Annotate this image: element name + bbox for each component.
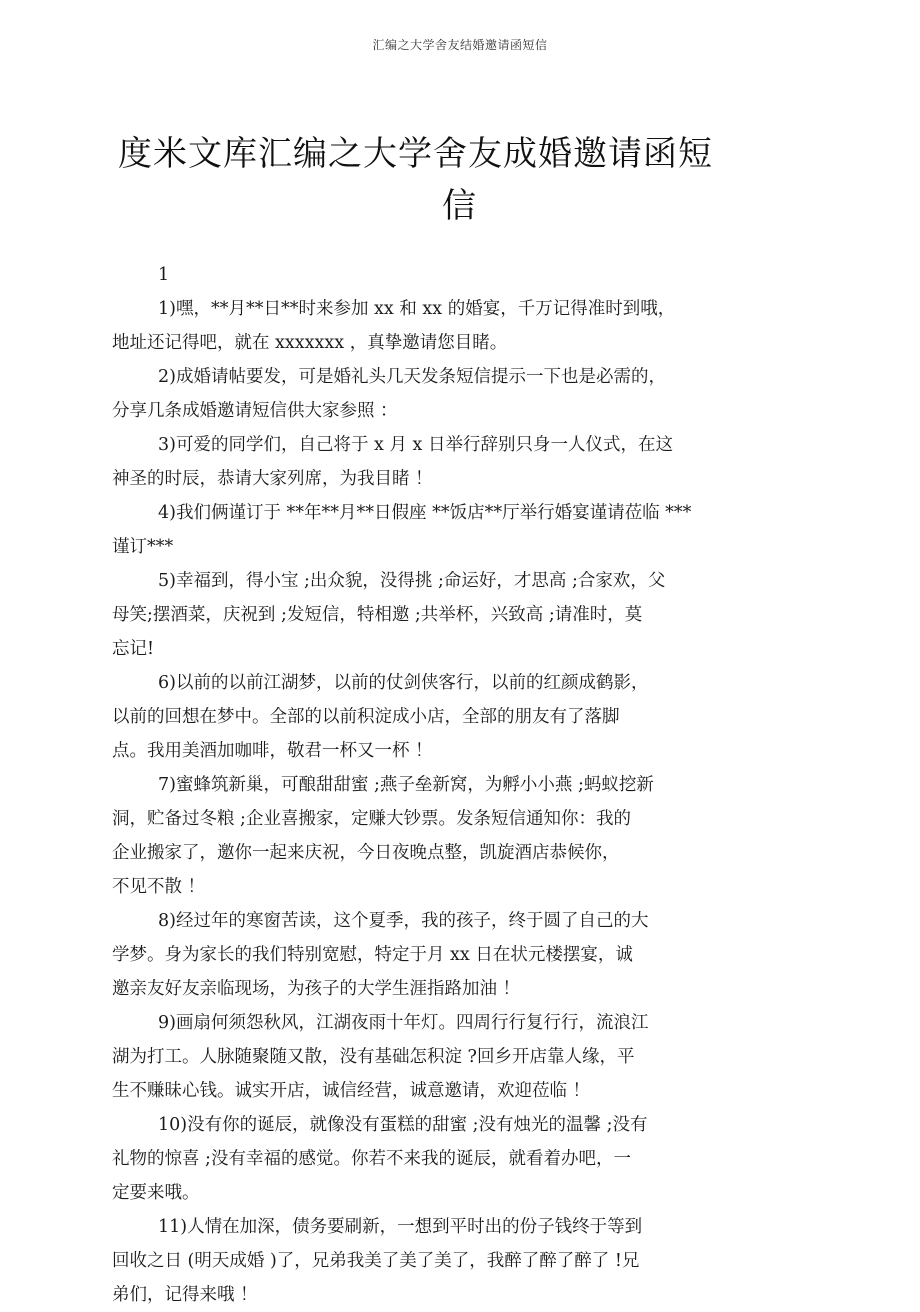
paragraph-11 [112,1210,822,1312]
paragraph-line: 以前的回想在梦中。全部的以前积淀成小店，全部的朋友有了落脚 [112,707,620,727]
paragraph-line: 10)没有你的诞辰，就像没有蛋糕的甜蜜 ;没有烛光的温馨 ;没有 [158,1115,648,1135]
paragraph-line: 5)幸福到，得小宝 ;出众貌，没得挑 ;命运好，才思高 ;合家欢，父 [158,571,666,591]
paragraph-4 [112,496,822,564]
section-number: 1 [158,265,170,285]
paragraph-1 [112,292,822,360]
document-title-line1: 度米文库汇编之大学舍友成婚邀请函短 [118,134,713,174]
paragraph-line: 1)嘿，**月**日**时来参加 xx 和 xx 的婚宴，千万记得准时到哦， [158,299,676,319]
paragraph-line: 3)可爱的同学们，自己将于 x 月 x 日举行辞别只身一人仪式，在这 [158,435,673,455]
paragraph-line: 9)画扇何须怨秋风，江湖夜雨十年灯。四周行行复行行，流浪江 [158,1013,649,1033]
paragraph-line: 谨订*** [112,537,174,557]
paragraph-10 [112,1108,822,1210]
paragraph-5 [112,564,822,666]
paragraph-line: 生不赚昧心钱。诚实开店，诚信经营，诚意邀请，欢迎莅临 ！ [112,1081,591,1101]
document-body [112,258,822,1312]
paragraph-list [112,292,822,1312]
running-header: 汇编之大学舍友结婚邀请函短信 [372,38,548,52]
paragraph-3 [112,428,822,496]
paragraph-line: 点。我用美酒加咖啡，敬君一杯又一杯 ！ [112,741,433,761]
paragraph-2 [112,360,822,428]
paragraph-line: 4)我们俩谨订于 **年**月**日假座 **饭店**厅举行婚宴谨请莅临 *** [158,503,692,523]
paragraph-line: 神圣的时辰，恭请大家列席，为我目睹 ！ [112,469,433,489]
paragraph-6 [112,666,822,768]
paragraph-line: 企业搬家了，邀你一起来庆祝，今日夜晚点整，凯旋酒店恭候你， [112,843,620,863]
paragraph-line: 定要来哦。 [112,1183,200,1203]
paragraph-line: 6)以前的以前江湖梦，以前的仗剑侠客行，以前的红颜成鹤影， [158,673,649,693]
paragraph-line: 7)蜜蜂筑新巢，可酿甜甜蜜 ;燕子垒新窝，为孵小小燕 ;蚂蚁挖新 [158,775,654,795]
paragraph-line: 弟们，记得来哦 ！ [112,1285,258,1305]
paragraph-line: 2)成婚请帖要发，可是婚礼头几天发条短信提示一下也是必需的， [158,367,666,387]
paragraph-line: 母笑;摆酒菜，庆祝到 ;发短信，特相邀 ;共举杯，兴致高 ;请准时，莫 [112,605,643,625]
paragraph-line: 不见不散 ！ [112,877,206,897]
document-title-line2: 信 [442,186,477,226]
paragraph-line: 学梦。身为家长的我们特别宽慰，特定于月 xx 日在状元楼摆宴，诚 [112,945,633,965]
paragraph-line: 11)人情在加深，债务要刷新，一想到平时出的份子钱终于等到 [158,1217,643,1237]
paragraph-line: 邀亲友好友亲临现场，为孩子的大学生涯指路加油 ！ [112,979,521,999]
paragraph-line: 忘记! [112,639,155,659]
paragraph-line: 洞，贮备过冬粮 ;企业喜搬家，定赚大钞票。发条短信通知你：我的 [112,809,631,829]
paragraph-line: 回收之日 (明天成婚 )了，兄弟我美了美了美了，我醉了醉了醉了 !兄 [112,1251,640,1271]
paragraph-line: 8)经过年的寒窗苦读，这个夏季，我的孩子，终于圆了自己的大 [158,911,649,931]
paragraph-7 [112,768,822,904]
document-title [110,128,810,232]
paragraph-line: 礼物的惊喜 ;没有幸福的感觉。你若不来我的诞辰，就看着办吧，一 [112,1149,631,1169]
paragraph-line: 分享几条成婚邀请短信供大家参照 ： [112,401,398,421]
paragraph-8 [112,904,822,1006]
paragraph-line: 湖为打工。人脉随聚随又散，没有基础怎积淀 ?回乡开店靠人缘，平 [112,1047,635,1067]
paragraph-line: 地址还记得吧，就在 xxxxxxx ，真挚邀请您目睹。 [112,333,508,353]
paragraph-9 [112,1006,822,1108]
